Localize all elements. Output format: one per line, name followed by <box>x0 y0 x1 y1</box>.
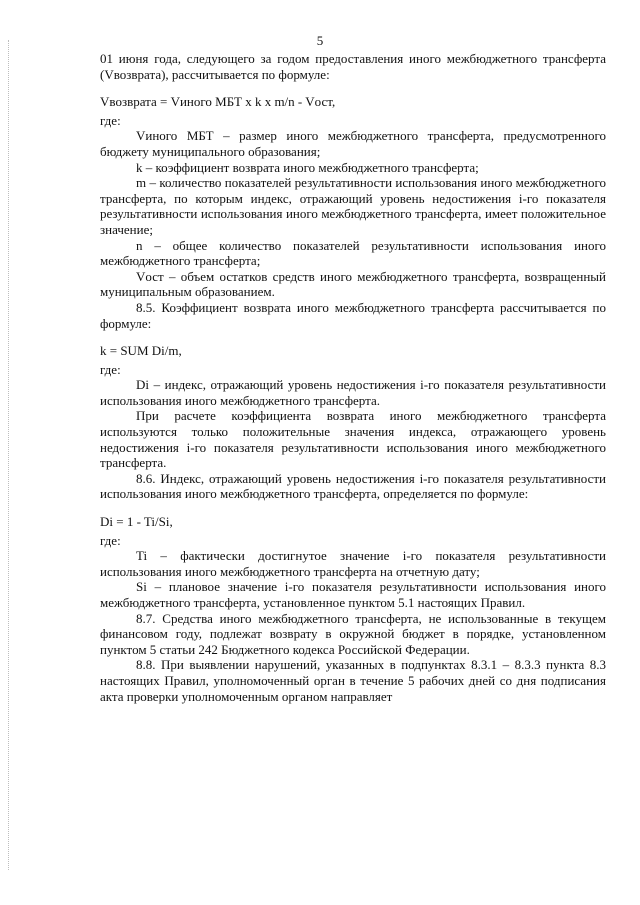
where-label: где: <box>100 112 121 128</box>
paragraph: Vиного МБТ – размер иного межбюджетного трансферта, предусмотренного бюджету муниципального образования; <box>100 128 606 159</box>
paragraph: 01 июня года, следующего за годом предоставления иного межбюджетного трансферта (Vвозврата), рассчитывается по формуле: <box>100 51 606 82</box>
paragraph: 8.7. Средства иного межбюджетного трансферта, не использованные в текущем финансовом году, подлежат возврату в окружной бюджет в порядке, установленном пунктом 5 статьи 242 Бюджетного кодекса Российской Федерации. <box>100 610 606 657</box>
formula: Di = 1 - Ti/Si, <box>100 514 173 530</box>
paragraph: 8.6. Индекс, отражающий уровень недостижения i-го показателя результативности использования иного межбюджетного трансферта, определяется по формуле: <box>100 470 606 502</box>
paragraph: m – количество показателей результативности использования иного межбюджетного трансферта, по которым индекс, отражающий уровень недостижения i-го показателя результативности использования иного межбюджетного трансферта, имеет положительное значение; <box>100 175 606 237</box>
paragraph: k – коэффициент возврата иного межбюджетного трансферта; <box>136 159 479 175</box>
binding-margin-line <box>8 40 9 870</box>
formula: Vвозврата = Vиного МБТ x k x m/n - Vост, <box>100 94 336 110</box>
paragraph: Ti – фактически достигнутое значение i-го показателя результативности использования иного межбюджетного трансферта на отчетную дату; <box>100 548 606 579</box>
paragraph: Di – индекс, отражающий уровень недостижения i-го показателя результативности использования иного межбюджетного трансферта. <box>100 377 606 408</box>
page-number: 5 <box>316 33 324 48</box>
document-body <box>100 51 606 704</box>
where-label: где: <box>100 361 121 377</box>
formula: k = SUM Di/m, <box>100 343 182 359</box>
paragraph: Si – плановое значение i-го показателя результативности использования иного межбюджетного трансферта, установленное пунктом 5.1 настоящих Правил. <box>100 579 606 610</box>
paragraph: 8.8. При выявлении нарушений, указанных в подпунктах 8.3.1 – 8.3.3 пункта 8.3 настоящих Правил, уполномоченный орган в течение 5 рабочих дней со дня подписания акта проверки уполномоченным органом направляет <box>100 657 606 704</box>
where-label: где: <box>100 532 121 548</box>
paragraph: При расчете коэффициента возврата иного межбюджетного трансферта используются только положительные значения индекса, отражающего уровень недостижения i-го показателя результативности использования иного межбюджетного трансферта. <box>100 408 606 471</box>
paragraph: 8.5. Коэффициент возврата иного межбюджетного трансферта рассчитывается по формуле: <box>100 299 606 331</box>
paragraph: n – общее количество показателей результативности использования иного межбюджетного трансферта; <box>100 237 606 269</box>
paragraph: Vост – объем остатков средств иного межбюджетного трансферта, возвращенный муниципальным образованием. <box>100 268 606 300</box>
